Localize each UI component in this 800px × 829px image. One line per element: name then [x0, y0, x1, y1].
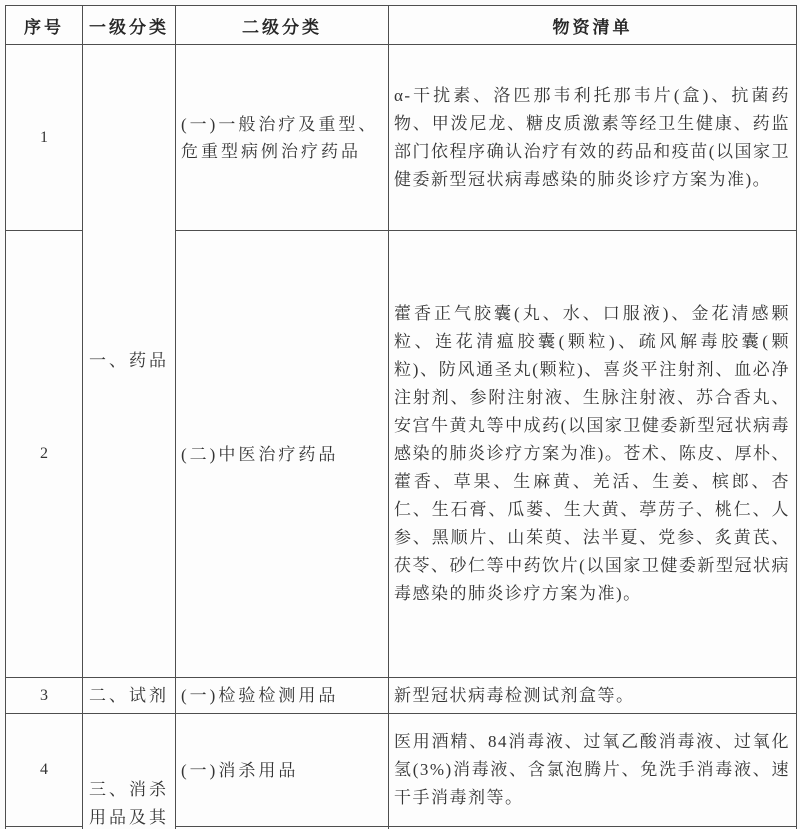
row2-level2: (二)中医治疗药品	[176, 231, 389, 678]
row4-items: 医用酒精、84消毒液、过氧乙酸消毒液、过氧化氢(3%)消毒液、含氯泡腾片、免洗手消毒液、速干手消毒剂等。	[389, 714, 797, 827]
row1-serial: 1	[6, 45, 83, 231]
header-level2-category: 二级分类	[176, 6, 389, 45]
row2-items: 藿香正气胶囊(丸、水、口服液)、金花清感颗粒、连花清瘟胶囊(颗粒)、疏风解毒胶囊(颗粒)、防风通圣丸(颗粒)、喜炎平注射剂、血必净注射剂、参附注射液、生脉注射液、苏合香丸、安宫牛黄丸等中成药(以国家卫健委新型冠状病毒感染的肺炎诊疗方案为准)。苍术、陈皮、厚朴、藿香、草果、生麻黄、羌活、生姜、槟郎、杏仁、生石膏、瓜蒌、生大黄、葶苈子、桃仁、人参、黑顺片、山茱萸、法半夏、党参、炙黄芪、茯苓、砂仁等中药饮片(以国家卫健委新型冠状病毒感染的肺炎诊疗方案为准)。	[389, 231, 797, 678]
level1-group-disinfection: 三、消杀用品及其	[83, 714, 176, 829]
header-materials-list: 物资清单	[389, 6, 797, 45]
table-row	[6, 714, 797, 827]
header-row	[6, 6, 797, 45]
row3-items: 新型冠状病毒检测试剂盒等。	[389, 678, 797, 714]
row4-level2: (一)消杀用品	[176, 714, 389, 827]
header-level1-category: 一级分类	[83, 6, 176, 45]
level1-group-drugs: 一、药品	[83, 45, 176, 678]
row3-serial: 3	[6, 678, 83, 714]
table-row	[6, 678, 797, 714]
materials-table	[5, 5, 797, 829]
row2-serial: 2	[6, 231, 83, 678]
header-serial-number: 序号	[6, 6, 83, 45]
row1-level2: (一)一般治疗及重型、危重型病例治疗药品	[176, 45, 389, 231]
row1-items: α-干扰素、洛匹那韦利托那韦片(盒)、抗菌药物、甲泼尼龙、糖皮质激素等经卫生健康、药监部门依程序确认治疗有效的药品和疫苗(以国家卫健委新型冠状病毒感染的肺炎诊疗方案为准)。	[389, 45, 797, 231]
row4-serial: 4	[6, 714, 83, 827]
row3-level2: (一)检验检测用品	[176, 678, 389, 714]
table-row	[6, 45, 797, 231]
level1-group-reagents: 二、试剂	[83, 678, 176, 714]
